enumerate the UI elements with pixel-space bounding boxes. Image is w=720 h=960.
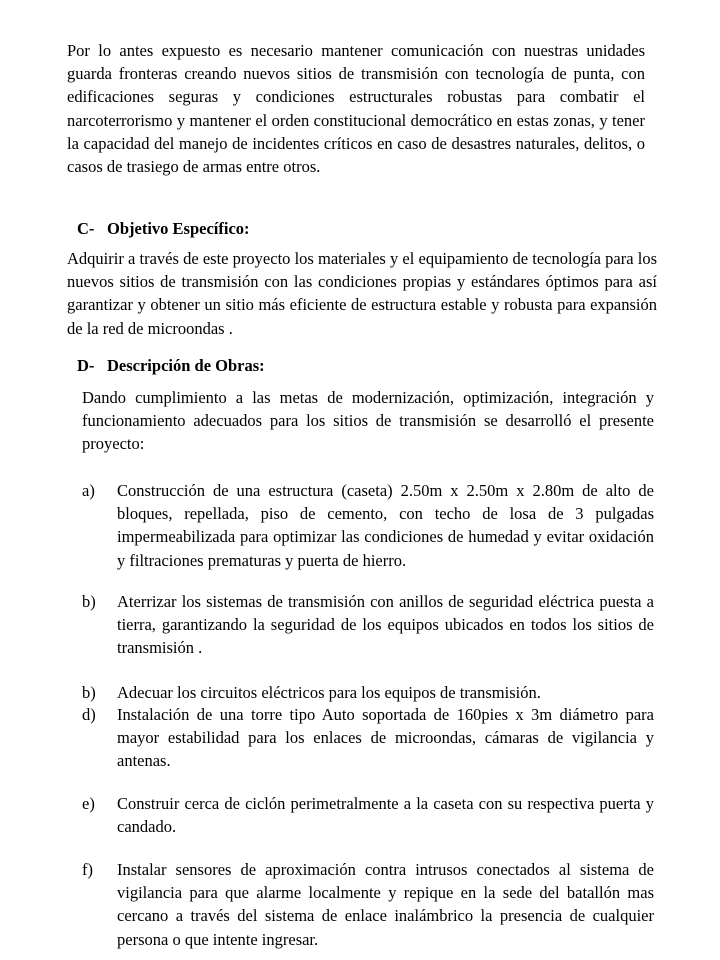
list-marker: d) xyxy=(82,705,96,724)
list-item xyxy=(82,858,654,951)
section-c-heading xyxy=(77,219,250,239)
list-item xyxy=(82,792,654,838)
list-item xyxy=(82,681,654,704)
list-marker: a) xyxy=(82,481,95,500)
section-d-heading xyxy=(77,356,265,376)
list-item xyxy=(82,703,654,773)
list-item xyxy=(82,479,654,572)
list-item-text: Construcción de una estructura (caseta) 2.50m x 2.50m x 2.80m de alto de bloques, repellada, piso de cemento, con techo de losa de 3 pulgadas impermeabilizada para optimizar las condiciones de humedad y evitar oxidación y filtraciones prematuras y puerta de hierro. xyxy=(117,481,654,570)
section-c-body: Adquirir a través de este proyecto los materiales y el equipamiento de tecnología para los nuevos sitios de transmisión con las condiciones propias y estándares óptimos para así garantizar y obtener un sitio más eficiente de estructura estable y robusta para expansión de la red de microondas . xyxy=(67,249,657,338)
list-item-text: Construir cerca de ciclón perimetralmente a la caseta con su respectiva puerta y candado. xyxy=(117,794,654,837)
intro-paragraph: Por lo antes expuesto es necesario mantener comunicación con nuestras unidades guarda fronteras creando nuevos sitios de transmisión con tecnología de punta, con edificaciones seguras y condiciones estructurales robustas para combatir el narcoterrorismo y mantener el orden constitucional democrático en estas zonas, y tener la capacidad del manejo de incidentes críticos en caso de desastres naturales, delitos, o casos de trasiego de armas entre otros. xyxy=(67,41,645,177)
list-marker: b) xyxy=(82,592,96,611)
list-marker: f) xyxy=(82,860,93,879)
list-marker: e) xyxy=(82,794,95,813)
section-d-intro: Dando cumplimiento a las metas de modernización, optimización, integración y funcionamiento adecuados para los sitios de transmisión se desarrolló el presente proyecto: xyxy=(82,388,654,454)
list-item-text: Instalación de una torre tipo Auto soportada de 160pies x 3m diámetro para mayor estabilidad para los enlaces de microondas, cámaras de vigilancia y antenas. xyxy=(117,705,654,771)
section-d-title: Descripción de Obras: xyxy=(107,356,265,375)
list-item-text: Instalar sensores de aproximación contra intrusos conectados al sistema de vigilancia para que alarme localmente y repique en la sede del batallón mas cercano a través del sistema de enlace inalámbrico la presencia de cualquier persona o que intente ingresar. xyxy=(117,860,654,949)
section-d-letter: D- xyxy=(77,356,95,375)
list-item xyxy=(82,590,654,660)
section-c-letter: C- xyxy=(77,219,95,238)
list-item-text: Aterrizar los sistemas de transmisión con anillos de seguridad eléctrica puesta a tierra, garantizando la seguridad de los equipos ubicados en todos los sitios de transmisión . xyxy=(117,592,654,658)
section-c-title: Objetivo Específico: xyxy=(107,219,250,238)
list-marker: b) xyxy=(82,683,96,702)
list-item-text: Adecuar los circuitos eléctricos para los equipos de transmisión. xyxy=(117,683,541,702)
